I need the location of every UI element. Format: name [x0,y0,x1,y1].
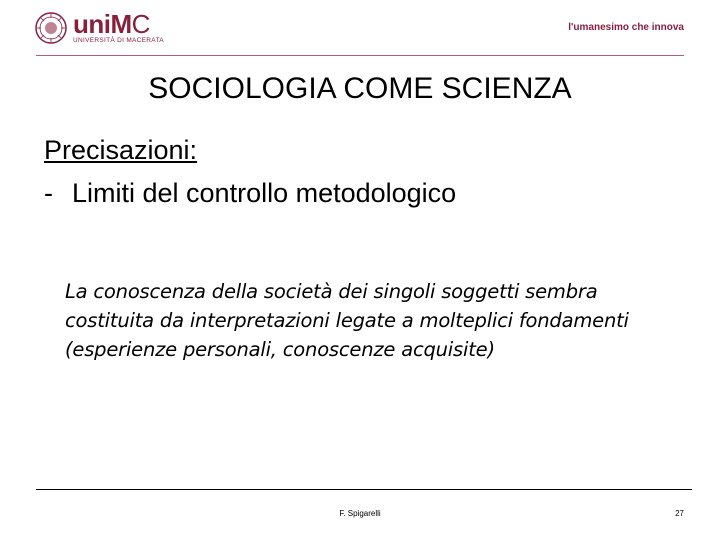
logo-text [73,8,164,44]
footer-author: F. Spigarelli [339,509,381,518]
page-number: 27 [675,509,684,518]
brand-name: uniMC [73,8,150,39]
header-divider [36,55,684,56]
section-heading: Precisazioni: [44,135,198,165]
bullet-dash: - [44,178,53,208]
tagline: l'umanesimo che innova [568,22,684,33]
footer-divider [36,489,692,490]
bullet-text: Limiti del controllo metodologico [72,178,457,208]
header [0,0,720,56]
body-paragraph: La conoscenza della società dei singoli soggetti sembra costituita da interpretazioni legate a molteplici fondamenti (esperienze personali, conoscenze acquisite) [65,280,629,361]
university-seal-icon [35,12,67,44]
slide-title: SOCIOLOGIA COME SCIENZA [148,72,572,105]
university-logo [35,8,164,45]
bullet-item [44,178,456,209]
university-name: UNIVERSITÀ DI MACERATA [73,36,164,44]
